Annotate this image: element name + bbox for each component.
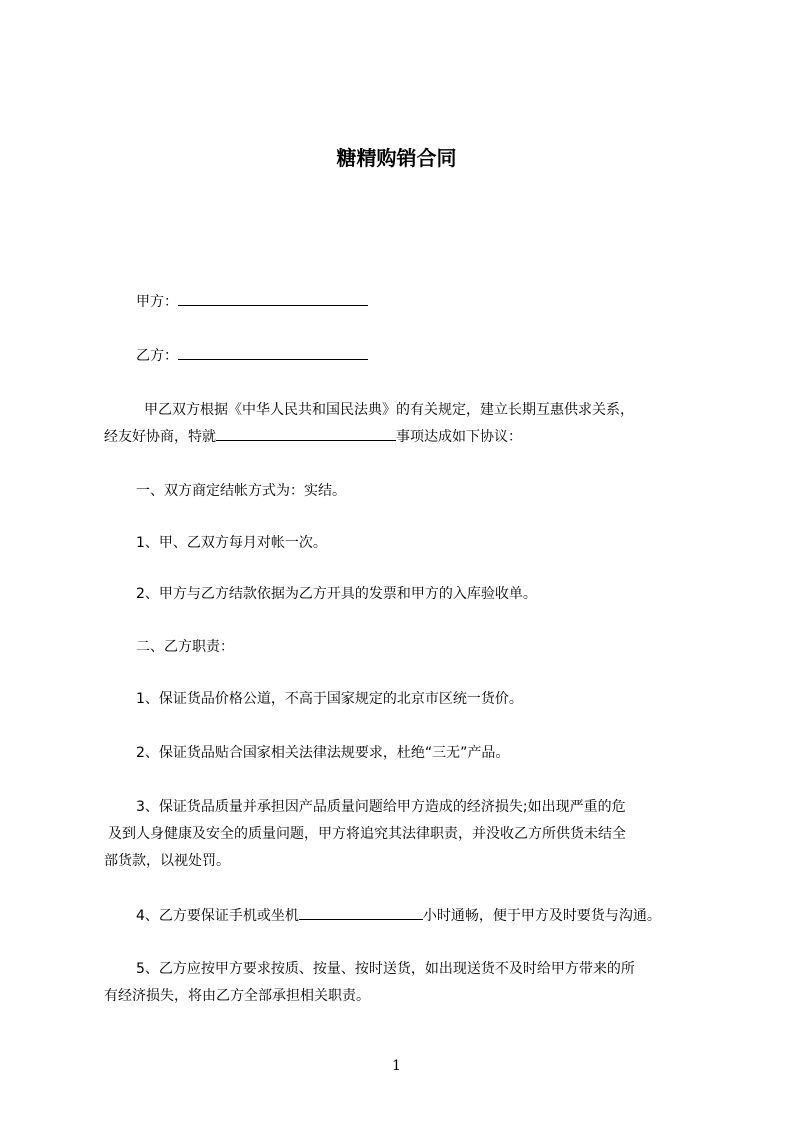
section-2-item-4-after: 小时通畅，便于甲方及时要货与沟通。 [422,908,661,924]
section-1-item-2: 2、甲方与乙方结款依据为乙方开具的发票和甲方的入库验收单。 [136,586,537,602]
page-number: 1 [392,1058,401,1074]
section-2-item-3-line-1: 3、保证货品质量并承担因产品质量问题给甲方造成的经济损失;如出现严重的危 [136,799,626,815]
hours-blank [299,906,423,920]
party-b-line [136,346,368,365]
section-2-item-2: 2、保证货品贴合国家相关法律法规要求，杜绝“三无”产品。 [136,745,510,761]
matter-blank [216,427,396,441]
section-2-item-3-line-3: 部货款，以视处罚。 [104,853,230,869]
section-2-heading: 二、乙方职责： [136,639,234,655]
party-b-blank [178,346,368,360]
section-2-item-1: 1、保证货品价格公道，不高于国家规定的北京市区统一货价。 [136,691,523,707]
section-2-item-4 [136,906,661,925]
document-title: 糖精购销合同 [336,146,457,170]
section-2-item-3-line-2: 及到人身健康及安全的质量问题，甲方将追究其法律职责，并没收乙方所供货未结全 [108,826,626,842]
party-a-label: 甲方： [136,294,178,310]
intro-line-2-after: 事项达成如下协议： [396,429,522,445]
section-2-item-4-before: 4、乙方要保证手机或坐机 [136,908,299,924]
party-a-blank [178,292,368,306]
party-b-label: 乙方： [136,348,178,364]
intro-line-2-before: 经友好协商，特就 [104,429,216,445]
section-1-item-1: 1、甲、乙双方每月对帐一次。 [136,535,327,551]
party-a-line [136,292,368,311]
intro-line-2 [104,427,522,446]
section-2-item-5-line-1: 5、乙方应按甲方要求按质、按量、按时送货，如出现送货不及时给甲方带来的所 [136,961,635,977]
section-1-heading: 一、双方商定结帐方式为：实结。 [136,483,346,499]
section-2-item-5-line-2: 有经济损失，将由乙方全部承担相关职责。 [104,988,370,1004]
intro-line-1: 甲乙双方根据《中华人民共和国民法典》的有关规定，建立长期互惠供求关系， [144,402,634,418]
